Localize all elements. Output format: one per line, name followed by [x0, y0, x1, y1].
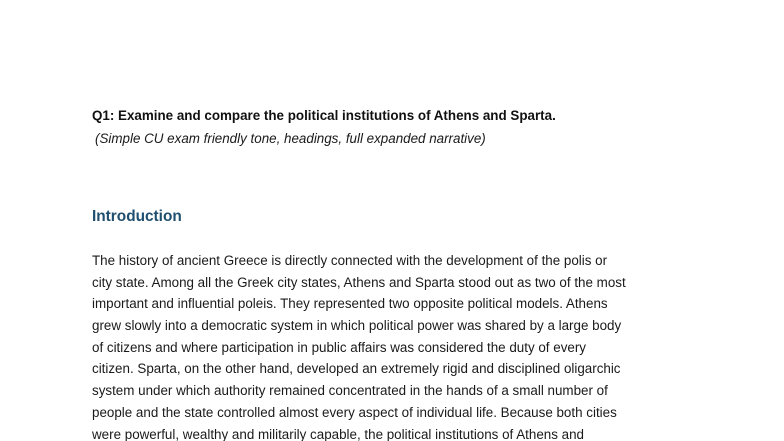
- paragraph-line: The history of ancient Greece is directly connected with the development of the polis or: [92, 253, 608, 268]
- paragraph-line: grew slowly into a democratic system in which political power was shared by a large body: [92, 318, 622, 334]
- paragraph-line: were powerful, wealthy and militarily capable, the political institutions of Athens and: [92, 426, 585, 441]
- paragraph-line: system under which authority remained concentrated in the hands of a small number of: [92, 383, 608, 399]
- paragraph-line: of citizens and where participation in public affairs was considered the duty of every: [92, 339, 586, 355]
- paragraph-line: people and the state controlled almost every aspect of individual life. Because both cities: [92, 404, 617, 420]
- question-note: (Simple CU exam friendly tone, headings, full expanded narrative): [95, 131, 486, 146]
- paragraph-line: citizen. Sparta, on the other hand, developed an extremely rigid and disciplined oligarchic: [92, 361, 621, 377]
- paragraph-line: important and influential poleis. They represented two opposite political models. Athens: [92, 296, 608, 312]
- section-heading-introduction: Introduction: [92, 208, 182, 225]
- question-title: Q1: Examine and compare the political institutions of Athens and Sparta.: [92, 108, 556, 123]
- paragraph-line: city state. Among all the Greek city states, Athens and Sparta stood out as two of the most: [92, 274, 626, 290]
- introduction-paragraph: [92, 250, 712, 441]
